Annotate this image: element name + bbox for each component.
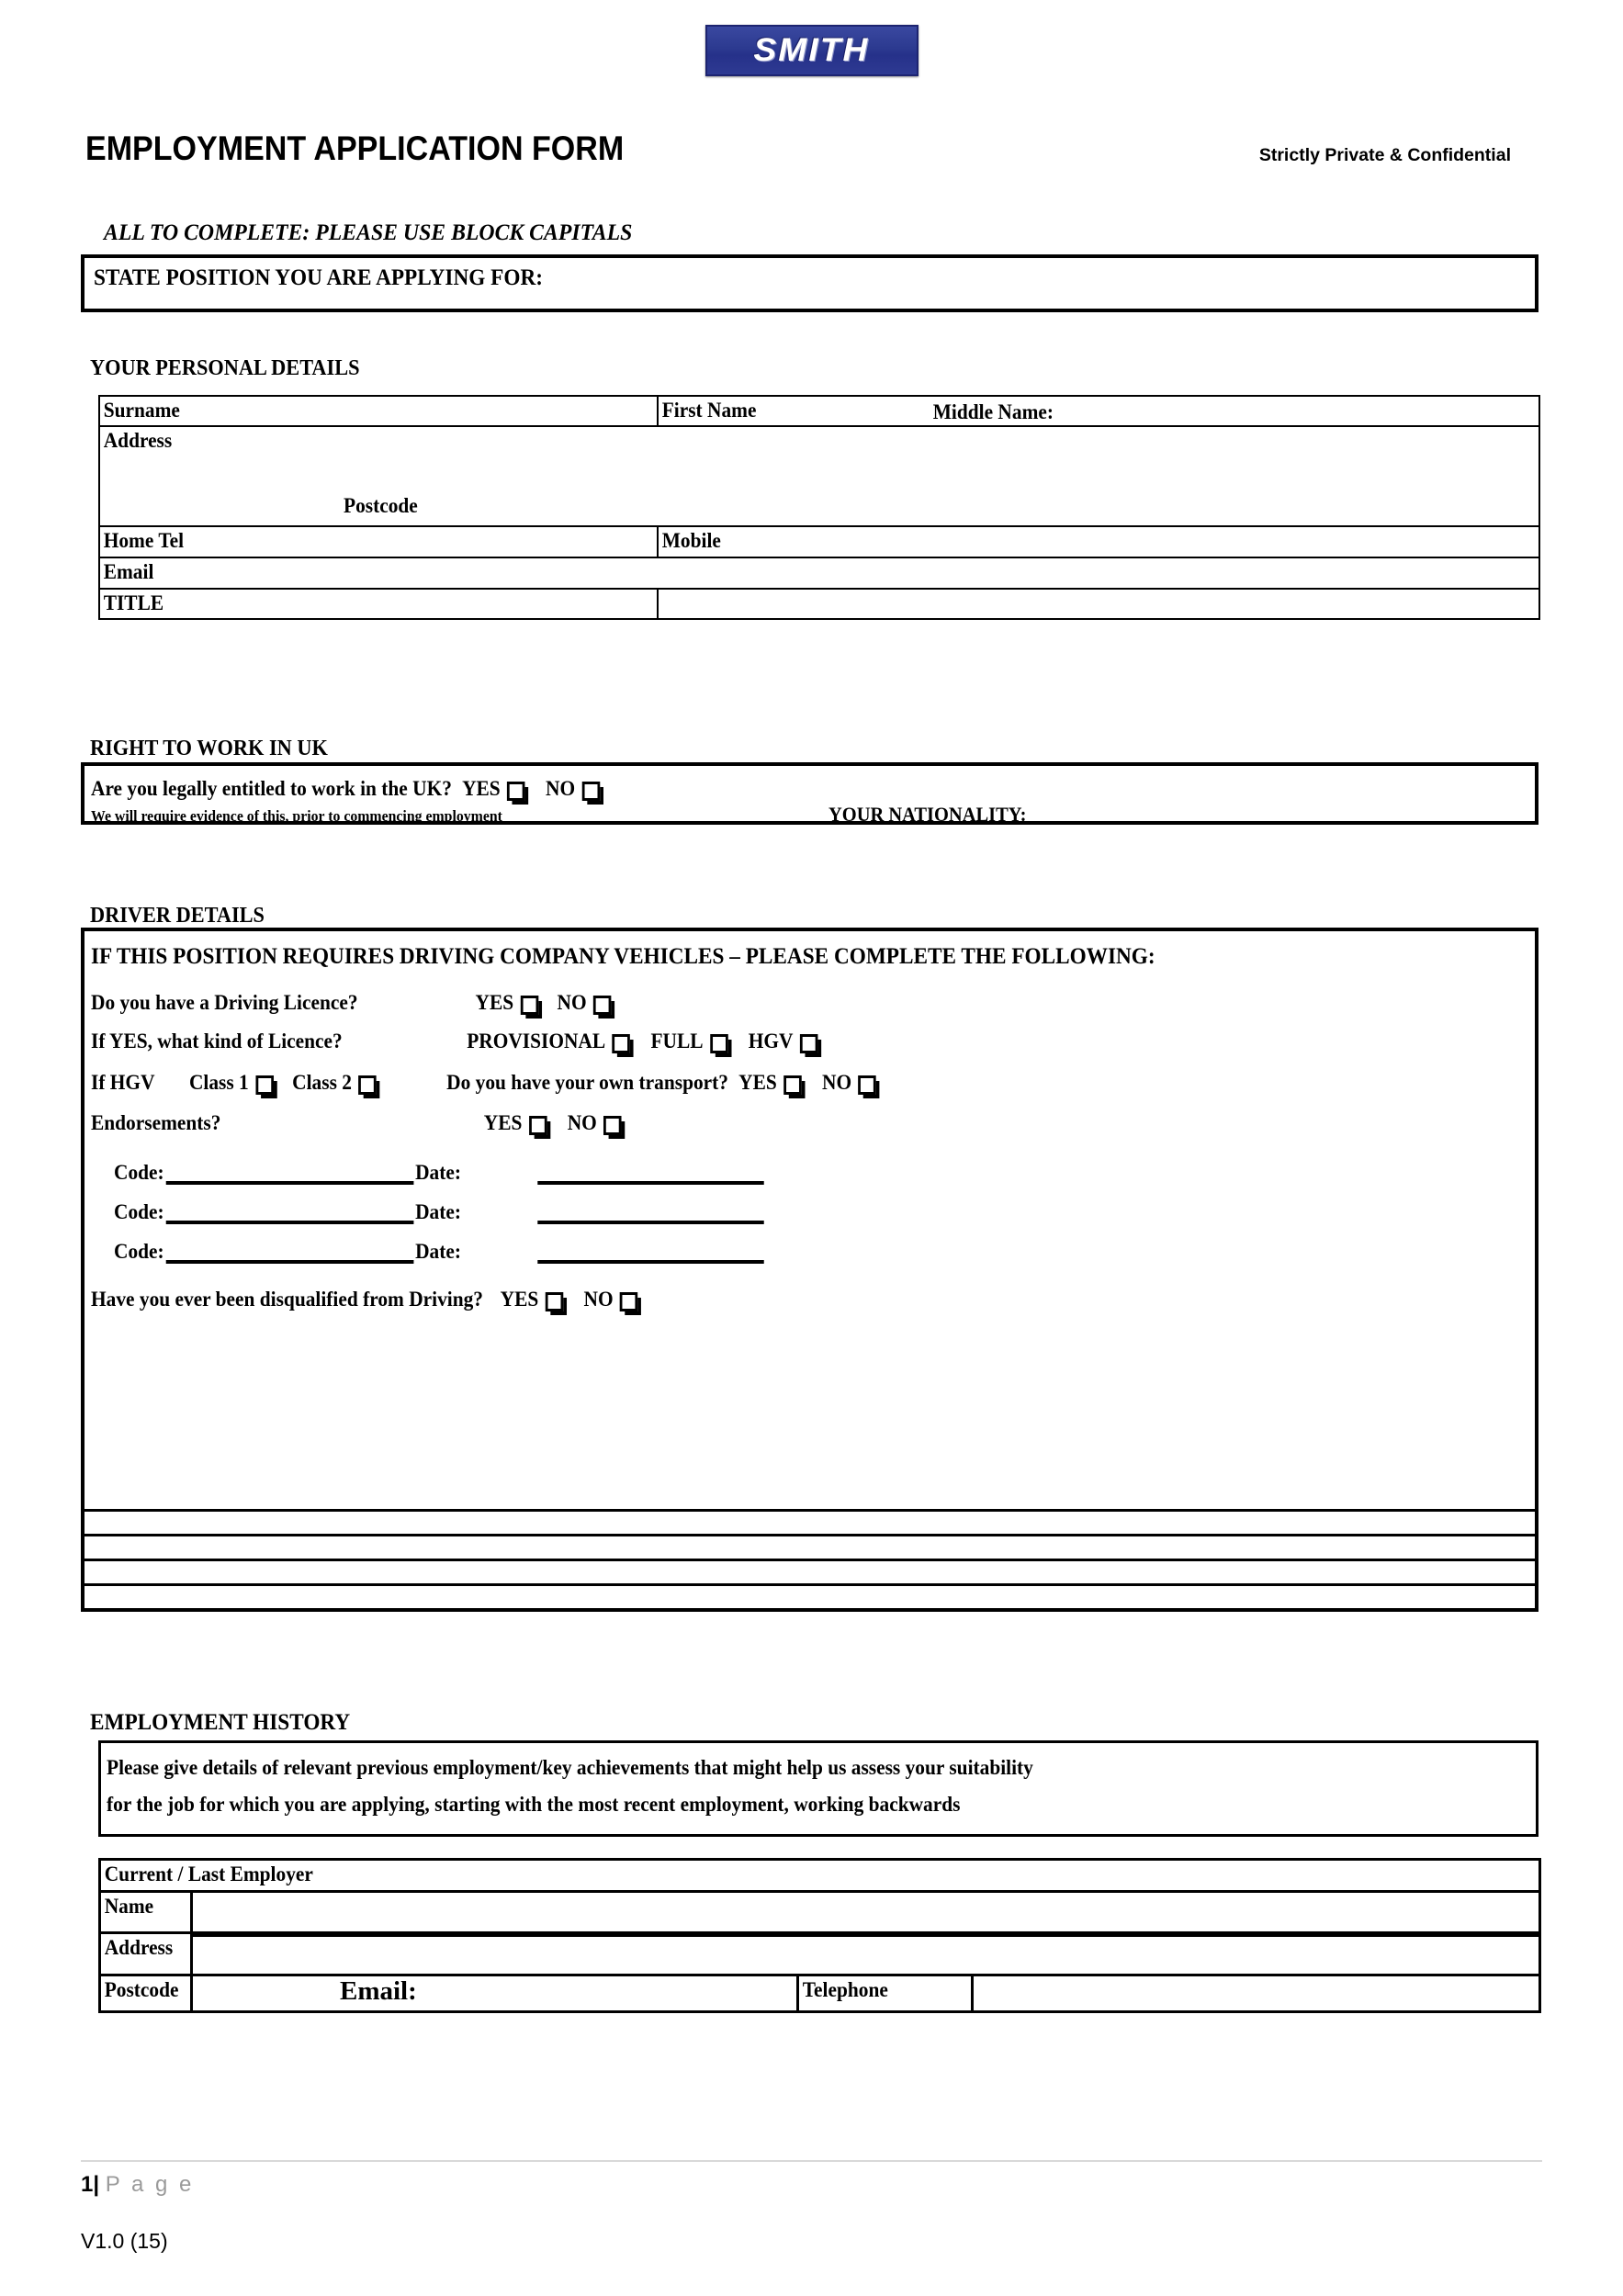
date-input-2[interactable] (538, 1200, 764, 1224)
rtw-question-label: Are you legally entitled to work in the UK? (91, 777, 452, 800)
rtw-no-checkbox[interactable] (582, 782, 601, 801)
table-row (100, 1892, 1540, 1933)
table-row (100, 1936, 1540, 1975)
code-label-1: Code: (114, 1161, 164, 1184)
driver-details-heading: DRIVER DETAILS (90, 904, 265, 928)
footer-page-number: 1 (81, 2172, 94, 2197)
footer-divider (81, 2160, 1542, 2162)
employer-address-label: Address (104, 1936, 174, 1959)
driver-blank-row[interactable] (85, 1583, 1535, 1608)
position-applied-for-label: STATE POSITION YOU ARE APPLYING FOR: (94, 265, 543, 290)
employer-postcode-label: Postcode (104, 1978, 179, 2001)
employer-name-label: Name (104, 1895, 154, 1918)
class1-checkbox[interactable] (255, 1075, 274, 1095)
nationality-label: YOUR NATIONALITY: (828, 803, 1027, 826)
code-input-2[interactable] (166, 1200, 414, 1224)
driver-details-box (81, 928, 1538, 1612)
right-to-work-box (81, 762, 1538, 825)
date-label-2: Date: (415, 1200, 461, 1223)
code-label-2: Code: (114, 1200, 164, 1223)
logo-text: SMITH (753, 32, 870, 68)
hgv-checkbox[interactable] (800, 1034, 818, 1053)
driver-blank-row[interactable] (85, 1559, 1535, 1583)
logo-box (705, 25, 919, 76)
transport-no-checkbox[interactable] (859, 1075, 877, 1095)
licence-kind-label: If YES, what kind of Licence? (91, 1030, 343, 1052)
licence-no-label: NO (557, 991, 587, 1014)
employer-name-input-cell[interactable] (192, 1892, 1540, 1933)
disqualified-no-label: NO (583, 1288, 614, 1311)
employment-history-intro-line1: Please give details of relevant previous employment/key achievements that might help us assess your suitability (107, 1756, 1033, 1779)
own-transport-label: Do you have your own transport? (446, 1071, 728, 1094)
driver-blank-rows (85, 1509, 1535, 1608)
table-row (100, 1975, 1540, 2012)
endorsements-no-label: NO (567, 1111, 597, 1134)
rtw-question-row (91, 777, 600, 801)
licence-yes-label: YES (475, 991, 514, 1014)
right-to-work-heading: RIGHT TO WORK IN UK (90, 737, 328, 760)
employer-address-input-cell-2[interactable] (192, 1936, 1540, 1975)
table-row (99, 396, 1539, 426)
provisional-checkbox[interactable] (613, 1034, 631, 1053)
if-hgv-label: If HGV (91, 1071, 155, 1094)
driver-section-instruction: IF THIS POSITION REQUIRES DRIVING COMPANY VEHICLES – PLEASE COMPLETE THE FOLLOWING: (91, 944, 1155, 969)
licence-no-checkbox[interactable] (593, 996, 612, 1015)
footer-page-word: P a g e (105, 2172, 195, 2197)
rtw-no-label: NO (545, 777, 576, 800)
endorsement-entry-row (114, 1161, 764, 1185)
endorsement-entry-row (114, 1240, 764, 1264)
transport-yes-checkbox[interactable] (783, 1075, 802, 1095)
employer-telephone-label-cell (798, 1975, 973, 2012)
employer-address-label-cell (100, 1933, 192, 1975)
code-input-1[interactable] (166, 1161, 414, 1185)
class1-label: Class 1 (188, 1071, 249, 1094)
driving-licence-question-row (91, 991, 612, 1015)
block-capitals-instruction: ALL TO COMPLETE: PLEASE USE BLOCK CAPITALS (104, 220, 633, 245)
rtw-yes-label: YES (462, 777, 501, 800)
transport-yes-label: YES (738, 1071, 777, 1094)
footer-version: V1.0 (15) (81, 2229, 168, 2253)
employer-email-cell[interactable] (192, 1975, 798, 2012)
current-employer-table (98, 1858, 1541, 2013)
home-tel-label: Home Tel (103, 529, 185, 552)
address-label: Address (103, 429, 173, 452)
company-logo (0, 25, 1623, 76)
date-input-1[interactable] (538, 1161, 764, 1185)
rtw-yes-checkbox[interactable] (507, 782, 525, 801)
mobile-label: Mobile (661, 529, 721, 552)
hgv-label: HGV (748, 1030, 794, 1052)
table-row (100, 1860, 1540, 1892)
date-input-3[interactable] (538, 1240, 764, 1264)
endorsements-row (91, 1111, 622, 1135)
endorsements-label: Endorsements? (91, 1111, 221, 1134)
employment-history-intro-box (98, 1740, 1538, 1837)
home-tel-cell[interactable] (99, 526, 658, 557)
disqualified-label: Have you ever been disqualified from Driving? (91, 1288, 484, 1311)
date-label-1: Date: (415, 1161, 461, 1184)
endorsements-yes-checkbox[interactable] (529, 1116, 547, 1135)
driver-blank-row[interactable] (85, 1534, 1535, 1559)
provisional-label: PROVISIONAL (467, 1030, 606, 1052)
disqualified-yes-checkbox[interactable] (546, 1292, 564, 1311)
disqualified-yes-label: YES (500, 1288, 539, 1311)
email-cell[interactable] (99, 557, 1539, 589)
personal-details-table (98, 395, 1540, 620)
table-row (99, 426, 1539, 526)
employer-telephone-label: Telephone (802, 1978, 888, 2001)
footer-separator: | (93, 2172, 100, 2197)
full-checkbox[interactable] (710, 1034, 728, 1053)
disqualified-question-row (91, 1288, 638, 1311)
page-title: EMPLOYMENT APPLICATION FORM (85, 129, 625, 167)
current-employer-header-cell (100, 1860, 1540, 1892)
employer-postcode-label-cell (100, 1975, 192, 2012)
driver-blank-row[interactable] (85, 1509, 1535, 1534)
rtw-evidence-note: We will require evidence of this, prior to commencing employment (91, 807, 502, 825)
full-label: FULL (650, 1030, 704, 1052)
employment-history-intro-line2: for the job for which you are applying, starting with the most recent employment, working backwards (107, 1793, 961, 1816)
licence-yes-checkbox[interactable] (521, 996, 539, 1015)
footer-page-indicator (81, 2172, 194, 2198)
endorsement-entry-row (114, 1200, 764, 1224)
first-name-cell[interactable] (658, 396, 1539, 426)
code-input-3[interactable] (166, 1240, 414, 1264)
endorsements-yes-label: YES (483, 1111, 523, 1134)
date-label-3: Date: (415, 1240, 461, 1263)
surname-cell[interactable] (99, 396, 658, 426)
title-input-cell[interactable] (658, 589, 1539, 619)
endorsements-no-checkbox[interactable] (603, 1116, 622, 1135)
title-label-cell (99, 589, 658, 619)
personal-details-heading: YOUR PERSONAL DETAILS (90, 356, 360, 380)
confidentiality-notice: Strictly Private & Confidential (1258, 145, 1511, 165)
surname-label: Surname (103, 399, 180, 422)
employer-telephone-input-cell[interactable] (973, 1975, 1540, 2012)
employment-history-heading: EMPLOYMENT HISTORY (90, 1710, 351, 1735)
licence-kind-question-row (91, 1030, 817, 1053)
middle-name-label: Middle Name: (932, 400, 1054, 423)
mobile-cell[interactable] (658, 526, 1539, 557)
first-name-label: First Name (661, 399, 757, 422)
disqualified-no-checkbox[interactable] (620, 1292, 638, 1311)
employer-email-label: Email: (340, 1976, 417, 2006)
title-label: TITLE (103, 591, 164, 614)
postcode-label: Postcode (344, 494, 418, 517)
class2-label: Class 2 (292, 1071, 352, 1094)
class2-checkbox[interactable] (358, 1075, 377, 1095)
position-applied-for-box[interactable] (81, 254, 1538, 312)
driving-licence-label: Do you have a Driving Licence? (91, 991, 358, 1014)
email-label: Email (103, 560, 154, 583)
current-employer-label: Current / Last Employer (104, 1863, 313, 1885)
employer-name-label-cell (100, 1892, 192, 1933)
transport-no-label: NO (822, 1071, 852, 1094)
table-row (99, 557, 1539, 589)
address-cell[interactable] (99, 426, 1539, 526)
table-row (99, 526, 1539, 557)
hgv-class-row (91, 1071, 876, 1095)
code-label-3: Code: (114, 1240, 164, 1263)
table-row (99, 589, 1539, 619)
